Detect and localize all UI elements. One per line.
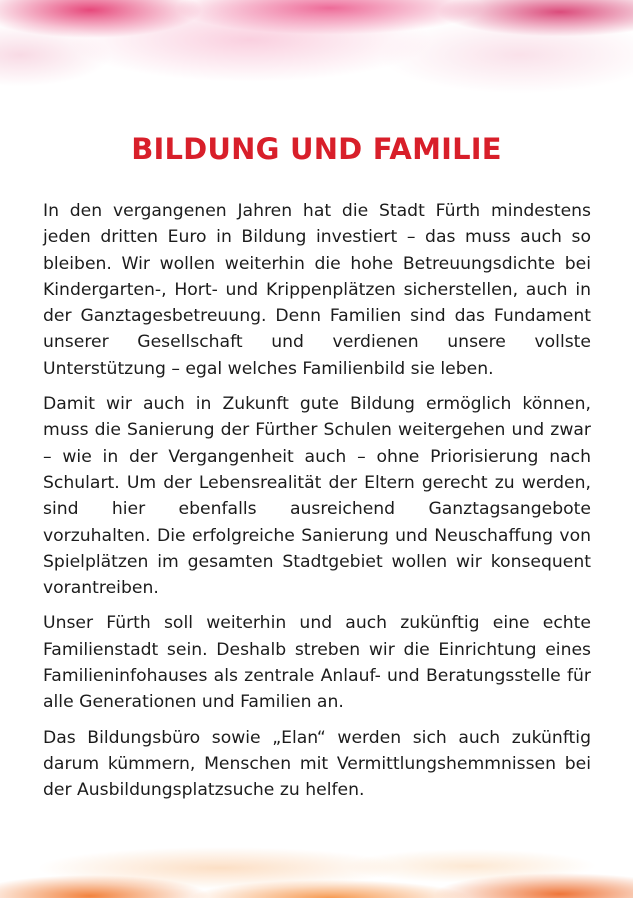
paragraph-education-office: Das Bildungsbüro sowie „Elan“ werden sich auch zukünftig darum kümmern, Menschen mit Vermittlungshemmnissen bei der Ausbildungsplatzsuche zu helfen. <box>43 727 591 801</box>
paragraph-school-renovation: Damit wir auch in Zukunft gute Bildung ermöglich können, muss die Sanierung der Fürther Schulen weitergehen und zwar – wie in der Vergangenheit auch – ohne Priorisierung nach Schulart. Um der Lebensrealität der Eltern gerecht zu werden, sind hier ebenfalls ausreichend Ganztagsangebote vorzuhalten. Die erfolgreiche Sanierung und Neuschaffung von Spielplätzen im gesamten Stadtgebiet wollen wir konsequent vorantreiben. <box>43 394 591 599</box>
top-watercolor-decoration <box>0 0 633 110</box>
page-title: BILDUNG UND FAMILIE <box>131 132 502 166</box>
article-body <box>43 198 591 813</box>
bottom-watercolor-decoration <box>0 838 633 898</box>
paragraph-family-city: Unser Fürth soll weiterhin und auch zukünftig eine echte Familienstadt sein. Deshalb streben wir die Einrichtung eines Familieninfohauses als zentrale Anlauf- und Beratungsstelle für alle Generationen und Familien an. <box>43 613 591 713</box>
paragraph-education-investment: In den vergangenen Jahren hat die Stadt Fürth mindestens jeden dritten Euro in Bildung investiert – das muss auch so bleiben. Wir wollen weiterhin die hohe Betreuungsdichte bei Kindergarten-, Hort- und Krippenplätzen sicherstellen, auch in der Ganztagesbetreuung. Denn Familien sind das Fundament unserer Gesellschaft und verdienen unsere vollste Unterstützung – egal welches Familienbild sie leben. <box>43 201 591 379</box>
